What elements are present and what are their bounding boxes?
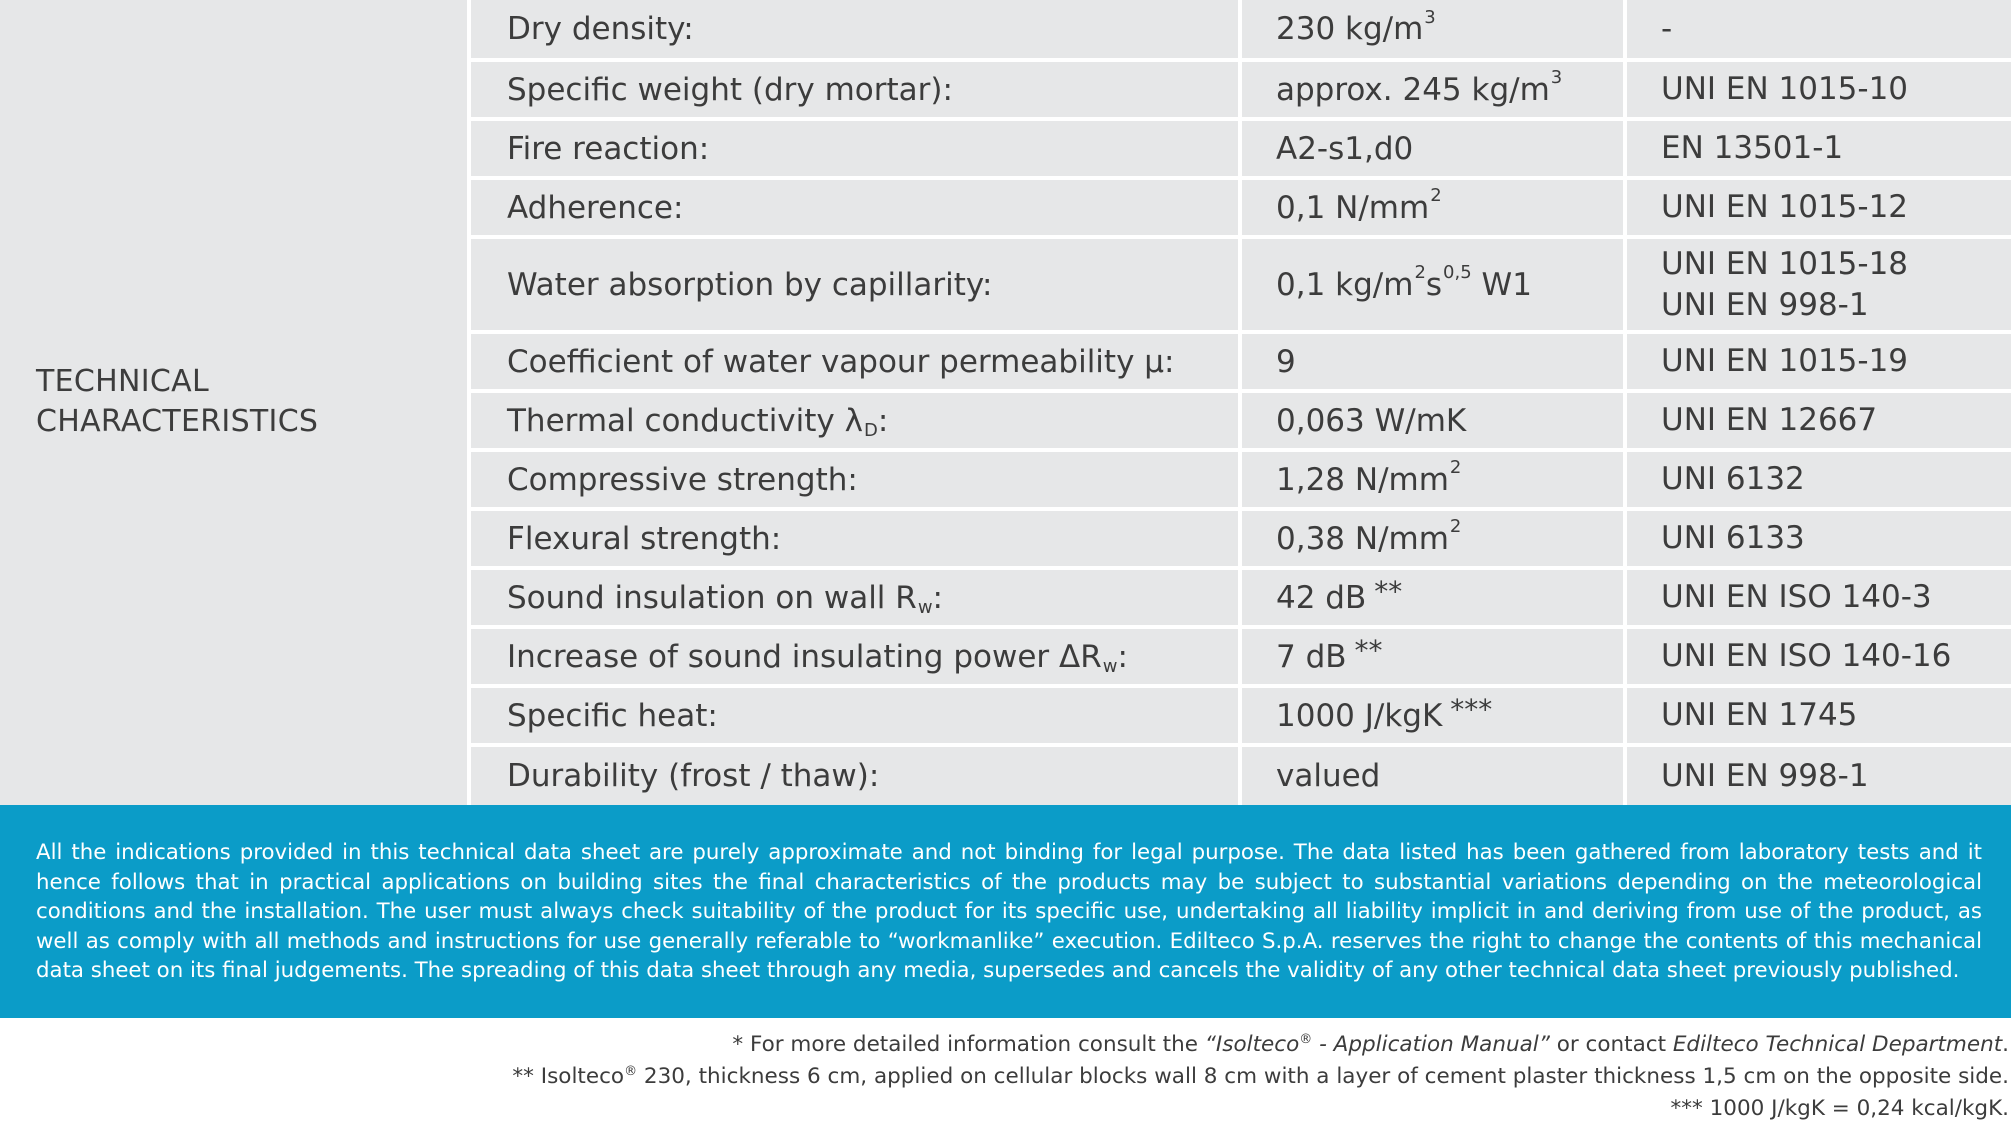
value-text-2: s [1425, 266, 1443, 303]
value-text: 7 dB [1276, 638, 1347, 675]
property-cell [471, 629, 1238, 684]
norm-cell [1627, 180, 2011, 235]
value-text: 230 kg/m [1276, 11, 1424, 47]
footnote-1-prefix: * For more detailed information consult the [732, 1032, 1205, 1057]
value-superscript: 2 [1449, 457, 1462, 478]
norm-standard: UNI 6132 [1661, 461, 1805, 497]
norm-standard: EN 13501-1 [1661, 130, 1844, 166]
disclaimer-box [0, 805, 2011, 1018]
value-cell [1242, 688, 1623, 743]
property-cell [471, 393, 1238, 448]
property-subscript: w [1102, 656, 1118, 677]
value-superscript-2: 0,5 [1443, 262, 1472, 283]
property-name: Compressive strength: [507, 461, 858, 498]
value-text: 42 dB [1276, 579, 1367, 616]
value-text: 0,063 W/mK [1276, 402, 1467, 439]
property-name: Fire reaction: [507, 130, 710, 167]
value-text-3: W1 [1471, 266, 1532, 303]
table-row [471, 747, 2011, 805]
property-cell [471, 239, 1238, 330]
value-cell [1242, 121, 1623, 176]
table-row [471, 452, 2011, 507]
value-cell [1242, 239, 1623, 330]
table-row [471, 0, 2011, 58]
norm-standard: UNI EN 998-1 [1661, 286, 1869, 323]
section-label [36, 362, 318, 442]
value-text: A2-s1,d0 [1276, 130, 1414, 167]
property-name: Adherence: [507, 189, 684, 226]
table-row [471, 629, 2011, 684]
property-cell [471, 334, 1238, 389]
disclaimer-text: All the indications provided in this technical data sheet are purely approximate and not binding for legal purpose. The data listed has been gathered from laboratory tests and it hence follows that in practical applications on building sites the final characteristics of the products may be subject to substantial variations depending on the meteorological conditions and the installation. The user must always check suitability of the product for its specific use, undertaking all liability implicit in and deriving from use of the product, as well as comply with all methods and instructions for use generally referable to “workmanlike” execution. Edilteco S.p.A. reserves the right to change the contents of this mechanical data sheet on its final judgements. The spreading of this data sheet through any media, supersedes and cancels the validity of any other technical data sheet previously published. [36, 840, 1982, 983]
value-cell [1242, 180, 1623, 235]
table-row [471, 121, 2011, 176]
property-name: Thermal conductivity λ [507, 402, 863, 439]
property-name: Water absorption by capillarity: [507, 266, 993, 303]
norm-standard: UNI EN 1015-10 [1661, 71, 1909, 107]
footnote-1-end: . [2002, 1032, 2009, 1057]
table-row [471, 570, 2011, 625]
value-footnote-mark: *** [1450, 693, 1493, 726]
norm-standard: UNI EN 1015-19 [1661, 343, 1909, 379]
footnote-2-a: ** Isolteco [512, 1064, 625, 1089]
property-cell [471, 452, 1238, 507]
norm-cell [1627, 121, 2011, 176]
property-cell [471, 570, 1238, 625]
norm-standard: UNI EN 1745 [1661, 697, 1858, 733]
section-label-cell [0, 0, 467, 805]
value-superscript: 2 [1430, 185, 1442, 206]
value-text: valued [1276, 758, 1381, 794]
property-name: Specific heat: [507, 697, 718, 734]
norm-standard: UNI EN 998-1 [1661, 757, 1869, 794]
property-name: Specific weight (dry mortar): [507, 71, 953, 108]
norm-list [1661, 9, 1672, 50]
section-label-line-1: TECHNICAL [36, 364, 209, 399]
property-end: : [877, 402, 889, 439]
value-cell [1242, 393, 1623, 448]
value-superscript: 2 [1449, 516, 1462, 537]
footnote-2 [109, 1062, 2009, 1094]
footnote-2-registered-mark: ® [624, 1064, 638, 1079]
property-name: Increase of sound insulating power ΔR [507, 638, 1102, 675]
norm-cell [1627, 452, 2011, 507]
norm-cell [1627, 688, 2011, 743]
footnote-1-registered-mark: ® [1299, 1032, 1313, 1047]
footnote-1-manual-a: “Isolteco [1204, 1032, 1300, 1057]
norm-list [1661, 518, 1805, 559]
property-cell [471, 511, 1238, 566]
property-cell [471, 0, 1238, 58]
norm-list [1661, 577, 1932, 618]
norm-list [1661, 244, 1908, 326]
table-row [471, 334, 2011, 389]
norm-list [1661, 636, 1951, 677]
value-text: 0,38 N/mm [1276, 520, 1449, 557]
norm-cell [1627, 570, 2011, 625]
value-cell [1242, 747, 1623, 805]
table-row [471, 393, 2011, 448]
property-name: Durability (frost / thaw): [507, 758, 880, 794]
norm-list [1661, 459, 1805, 500]
norm-standard: UNI EN 1015-12 [1661, 189, 1909, 225]
property-name: Flexural strength: [507, 520, 782, 557]
property-name: Sound insulation on wall R [507, 579, 917, 616]
norm-cell [1627, 511, 2011, 566]
value-superscript: 2 [1414, 262, 1426, 283]
property-cell [471, 747, 1238, 805]
footnote-1-manual-b: - Application Manual” [1312, 1032, 1550, 1057]
value-superscript: 3 [1550, 67, 1563, 88]
norm-list [1661, 128, 1843, 169]
table-row [471, 62, 2011, 117]
value-cell [1242, 511, 1623, 566]
norm-list [1661, 187, 1908, 228]
value-text: 0,1 N/mm [1276, 189, 1430, 226]
norm-standard: - [1661, 10, 1673, 47]
property-name: Coefficient of water vapour permeability μ: [507, 343, 1175, 380]
norm-list [1661, 695, 1857, 736]
value-footnote-mark: ** [1354, 634, 1383, 667]
norm-cell [1627, 334, 2011, 389]
value-cell [1242, 570, 1623, 625]
norm-cell [1627, 629, 2011, 684]
value-text: 0,1 kg/m [1276, 266, 1414, 303]
property-cell [471, 62, 1238, 117]
property-end: : [932, 579, 943, 616]
table-row [471, 688, 2011, 743]
footnote-1 [109, 1030, 2009, 1062]
section-label-line-2: CHARACTERISTICS [36, 404, 319, 439]
property-name: Dry density: [507, 11, 694, 47]
value-cell [1242, 334, 1623, 389]
norm-cell [1627, 239, 2011, 330]
value-text: approx. 245 kg/m [1276, 71, 1550, 108]
norm-cell [1627, 0, 2011, 58]
norm-standard: UNI EN 1015-18 [1661, 245, 1909, 282]
value-footnote-mark: ** [1374, 575, 1403, 608]
norm-list [1661, 400, 1877, 441]
norm-standard: UNI 6133 [1661, 520, 1805, 556]
value-text: 1000 J/kgK [1276, 697, 1443, 734]
table-row [471, 511, 2011, 566]
table-row [471, 180, 2011, 235]
norm-cell [1627, 747, 2011, 805]
property-cell [471, 688, 1238, 743]
value-superscript: 3 [1424, 6, 1436, 28]
norm-list [1661, 756, 1869, 797]
property-cell [471, 180, 1238, 235]
footnote-2-b: 230, thickness 6 cm, applied on cellular blocks wall 8 cm with a layer of cement plaster thickness 1,5 cm on the opposite side. [637, 1064, 2009, 1089]
property-cell [471, 121, 1238, 176]
norm-standard: UNI EN ISO 140-16 [1661, 638, 1952, 674]
norm-cell [1627, 62, 2011, 117]
norm-standard: UNI EN ISO 140-3 [1661, 579, 1932, 615]
value-text: 1,28 N/mm [1276, 461, 1449, 498]
footnote-3: *** 1000 J/kgK = 0,24 kcal/kgK. [1670, 1096, 2009, 1121]
footnotes [109, 1030, 2009, 1123]
value-cell [1242, 0, 1623, 58]
norm-list [1661, 69, 1908, 110]
value-cell [1242, 452, 1623, 507]
norm-list [1661, 341, 1908, 382]
footnote-1-mid: or contact [1549, 1032, 1673, 1057]
footnote-1-department: Edilteco Technical Department [1672, 1032, 2003, 1057]
table-row [471, 239, 2011, 330]
value-text: 9 [1276, 343, 1296, 380]
property-subscript: D [863, 420, 878, 441]
norm-standard: UNI EN 12667 [1661, 402, 1878, 438]
value-cell [1242, 629, 1623, 684]
property-end: : [1117, 638, 1128, 675]
property-subscript: w [917, 597, 933, 618]
value-cell [1242, 62, 1623, 117]
norm-cell [1627, 393, 2011, 448]
